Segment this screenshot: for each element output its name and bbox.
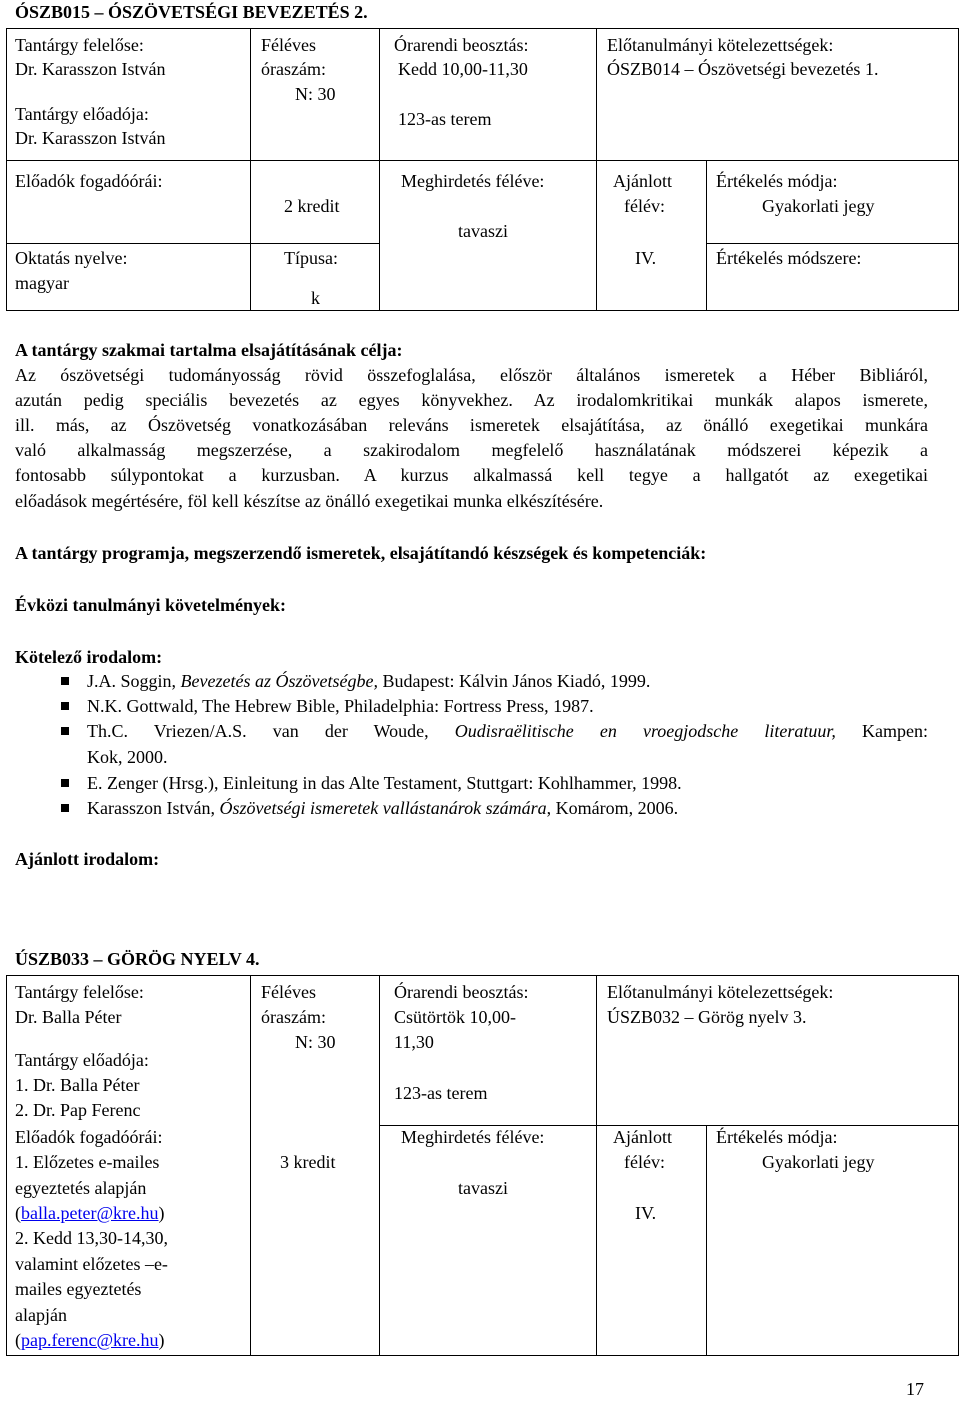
course2-elotan-l1: Előtanulmányi kötelezettségek: bbox=[607, 982, 834, 1002]
cel-line: azután pedig speciális bevezetés az egyes könyvekhez. Az irodalomkritikai munkák alapos ismerete, bbox=[15, 390, 928, 410]
course2-meghird-label: Meghirdetés féléve: bbox=[401, 1127, 545, 1147]
program-heading: A tantárgy programja, megszerzendő ismeretek, elsajátítandó készségek és kompetenciák: bbox=[15, 543, 707, 563]
ref-text: Karasszon István, bbox=[87, 798, 220, 818]
course2-ertekeles-label: Értékelés módja: bbox=[716, 1127, 838, 1147]
course1-ertekeles-value: Gyakorlati jegy bbox=[762, 196, 875, 216]
course1-eloado-name: Dr. Karasszon István bbox=[15, 128, 166, 148]
cel-heading: A tantárgy szakmai tartalma elsajátításának célja: bbox=[15, 340, 403, 360]
course2-eloado-2: 2. Dr. Pap Ferenc bbox=[15, 1100, 141, 1120]
list-item bbox=[87, 720, 928, 742]
evkozi-heading: Évközi tanulmányi követelmények: bbox=[15, 595, 287, 615]
course1-meghird-label: Meghirdetés féléve: bbox=[401, 171, 545, 191]
ref-text: Budapest: Kálvin János Kiadó, 1999. bbox=[377, 671, 651, 691]
course2-oraszam-l3: N: 30 bbox=[295, 1032, 336, 1052]
course1-fogado-label: Előadók fogadóórái: bbox=[15, 171, 163, 191]
course2-orarend-l2: Csütörtök 10,00- bbox=[394, 1007, 517, 1027]
course1-ajanlott-l1: Ajánlott bbox=[613, 171, 672, 191]
course2-eloado-label: Tantárgy előadója: bbox=[15, 1050, 149, 1070]
course1-ajanlott-value: IV. bbox=[635, 248, 657, 268]
course2-fogado-label: Előadók fogadóórái: bbox=[15, 1127, 163, 1147]
email-link[interactable]: balla.peter@kre.hu bbox=[21, 1203, 159, 1223]
course2-heading: ÚSZB033 – GÖRÖG NYELV 4. bbox=[15, 949, 260, 969]
cel-line: fontosabb súlypontokat a kurzusban. A kurzus alkalmassá kell tegye a hallgatót az exegetikai bbox=[15, 465, 928, 485]
course2-orarend-l3: 11,30 bbox=[394, 1032, 434, 1052]
page-number: 17 bbox=[906, 1379, 924, 1399]
list-item bbox=[87, 670, 650, 692]
bullet-icon bbox=[61, 677, 69, 685]
course2-fogado-6: alapján bbox=[15, 1305, 67, 1325]
course2-elotan-l2: ÚSZB032 – Görög nyelv 3. bbox=[607, 1007, 807, 1027]
ref-title: Bevezetés az Ószövetségbe, bbox=[180, 671, 378, 691]
course1-modszer-label: Értékelés módszere: bbox=[716, 248, 862, 268]
course1-orarend-l2: Kedd 10,00-11,30 bbox=[398, 59, 528, 79]
email-link[interactable]: pap.ferenc@kre.hu bbox=[21, 1330, 159, 1350]
ajanlott-heading: Ajánlott irodalom: bbox=[15, 849, 160, 869]
course2-orarend-l4: 123-as terem bbox=[394, 1083, 488, 1103]
cel-line: ill. más, az Ószövetség vonatkozásában releváns ismeretek elsajátítása, az önálló exegetikai munkára bbox=[15, 415, 928, 435]
course2-fogado-4: valamint előzetes –e- bbox=[15, 1254, 168, 1274]
course2-kredit: 3 kredit bbox=[280, 1152, 336, 1172]
course1-nyelv-value: magyar bbox=[15, 273, 69, 293]
course1-felelos-name: Dr. Karasszon István bbox=[15, 59, 166, 79]
course1-ertekeles-label: Értékelés módja: bbox=[716, 171, 838, 191]
course1-orarend-l1: Órarendi beosztás: bbox=[394, 35, 529, 55]
course2-fogado-2: egyeztetés alapján bbox=[15, 1178, 147, 1198]
cel-line: Az ószövetségi tudományosság rövid összefoglalása, először általános ismeretek a Héber Bibliáról, bbox=[15, 365, 928, 385]
course2-fogado-3: 2. Kedd 13,30-14,30, bbox=[15, 1228, 168, 1248]
cel-line: előadások megértésére, föl kell készítse az önálló exegetikai munka elkészítésére. bbox=[15, 491, 604, 511]
course1-felelos-label: Tantárgy felelőse: bbox=[15, 35, 144, 55]
list-item bbox=[87, 797, 678, 819]
list-item: N.K. Gottwald, The Hebrew Bible, Philadelphia: Fortress Press, 1987. bbox=[87, 696, 594, 716]
course2-oraszam-l2: óraszám: bbox=[261, 1007, 326, 1027]
course2-ajanlott-l1: Ajánlott bbox=[613, 1127, 672, 1147]
list-item: E. Zenger (Hrsg.), Einleitung in das Alte Testament, Stuttgart: Kohlhammer, 1998. bbox=[87, 773, 682, 793]
bullet-icon bbox=[61, 727, 69, 735]
course2-ajanlott-l2: félév: bbox=[624, 1152, 665, 1172]
ref-text: J.A. Soggin, bbox=[87, 671, 181, 691]
course1-ajanlott-l2: félév: bbox=[624, 196, 665, 216]
cel-line: való alkalmasság megszerzése, a szakirodalom megfelelő használatának módszerei képezik a bbox=[15, 440, 928, 460]
ref-text: , Komárom, 2006. bbox=[546, 798, 679, 818]
course2-ertekeles-value: Gyakorlati jegy bbox=[762, 1152, 875, 1172]
bullet-icon bbox=[61, 804, 69, 812]
list-item-continuation: Kok, 2000. bbox=[87, 747, 168, 767]
course2-felelos-label: Tantárgy felelőse: bbox=[15, 982, 144, 1002]
course1-nyelv-label: Oktatás nyelve: bbox=[15, 248, 128, 268]
course2-email-2-line: (pap.ferenc@kre.hu) bbox=[15, 1330, 165, 1350]
course1-oraszam-l1: Féléves bbox=[261, 35, 316, 55]
bullet-icon bbox=[61, 779, 69, 787]
kotelezo-heading: Kötelező irodalom: bbox=[15, 647, 163, 667]
ref-title: Oudisraëlitische en vroegjodsche literatuur, bbox=[454, 721, 836, 741]
course1-orarend-l3: 123-as terem bbox=[398, 109, 492, 129]
course2-meghird-value: tavaszi bbox=[458, 1178, 508, 1198]
course2-eloado-1: 1. Dr. Balla Péter bbox=[15, 1075, 140, 1095]
course2-orarend-l1: Órarendi beosztás: bbox=[394, 982, 529, 1002]
course1-kredit: 2 kredit bbox=[284, 196, 340, 216]
course2-ajanlott-value: IV. bbox=[635, 1203, 657, 1223]
course2-fogado-1: 1. Előzetes e-mailes bbox=[15, 1152, 160, 1172]
course2-oraszam-l1: Féléves bbox=[261, 982, 316, 1002]
course1-heading: ÓSZB015 – ÓSZÖVETSÉGI BEVEZETÉS 2. bbox=[15, 2, 368, 22]
ref-text: Th.C. Vriezen/A.S. van der Woude, bbox=[87, 721, 455, 741]
course1-meghird-value: tavaszi bbox=[458, 221, 508, 241]
course2-email-1-line: (balla.peter@kre.hu) bbox=[15, 1203, 165, 1223]
course1-elotan-l2: ÓSZB014 – Ószövetségi bevezetés 1. bbox=[607, 59, 879, 79]
course1-tipus-value: k bbox=[311, 288, 320, 308]
course1-eloado-label: Tantárgy előadója: bbox=[15, 104, 149, 124]
course1-elotan-l1: Előtanulmányi kötelezettségek: bbox=[607, 35, 834, 55]
course2-fogado-5: mailes egyeztetés bbox=[15, 1279, 142, 1299]
course1-oraszam-l2: óraszám: bbox=[261, 59, 326, 79]
course2-felelos-name: Dr. Balla Péter bbox=[15, 1007, 122, 1027]
bullet-icon bbox=[61, 702, 69, 710]
ref-text: Kampen: bbox=[835, 721, 928, 741]
course1-tipus-label: Típusa: bbox=[284, 248, 338, 268]
ref-title: Ószövetségi ismeretek vallástanárok számára bbox=[219, 798, 547, 818]
course1-oraszam-l3: N: 30 bbox=[295, 84, 336, 104]
